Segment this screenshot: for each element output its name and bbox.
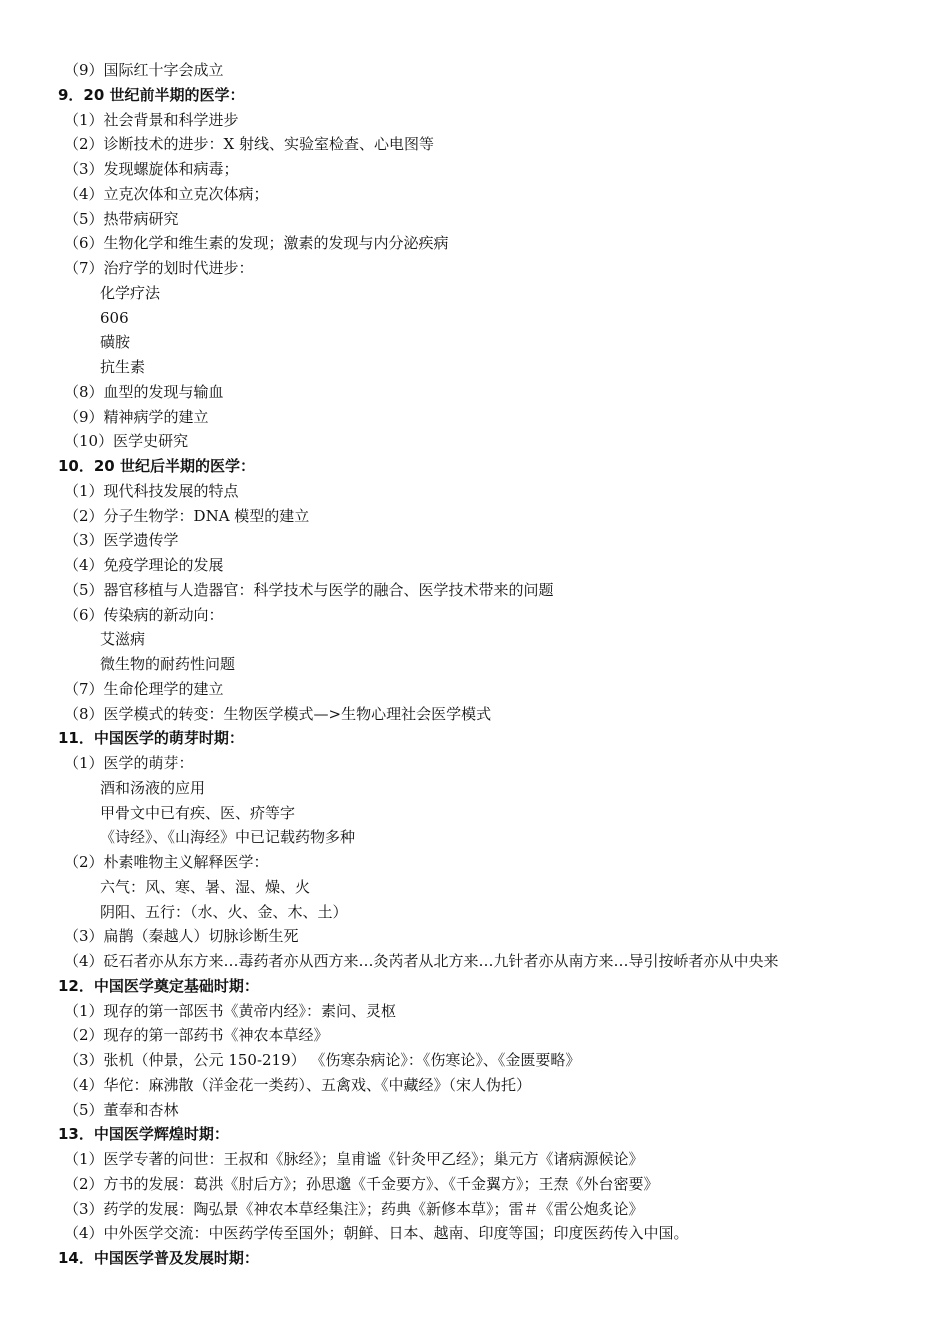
section-heading: 14．中国医学普及发展时期：	[58, 1249, 259, 1267]
list-item: （4）砭石者亦从东方来…毒药者亦从西方来…灸芮者从北方来…九针者亦从南方来…导引按峤者亦从中央来	[64, 952, 779, 970]
list-item: （1）医学的萌芽：	[64, 754, 194, 772]
sub-item: 《诗经》、《山海经》中已记载药物多种	[100, 828, 356, 847]
list-item: （4）免疫学理论的发展	[64, 556, 224, 574]
section-heading: 11．中国医学的萌芽时期：	[58, 729, 244, 748]
sub-item: 阴阳、五行：（水、火、金、木、土）	[100, 902, 348, 921]
section-heading: 13．中国医学辉煌时期：	[58, 1125, 229, 1144]
list-item: （2）诊断技术的进步：X 射线、实验室检查、心电图等	[64, 135, 434, 154]
list-item: （3）药学的发展：陶弘景《神农本草经集注》；药典《新修本草》；雷＃《雷公炮炙论》	[64, 1199, 644, 1218]
sub-item: 甲骨文中已有疾、医、疥等字	[100, 803, 296, 822]
list-item: （4）中外医学交流：中医药学传至国外；朝鲜、日本、越南、印度等国；印度医药传入中国。	[64, 1224, 689, 1243]
list-item: （5）热带病研究	[64, 209, 179, 228]
sub-item: 抗生素	[100, 358, 146, 376]
sub-item: 微生物的耐药性问题	[100, 655, 236, 673]
list-item: （1）医学专著的问世：王叔和《脉经》；皇甫谧《针灸甲乙经》；巢元方《诸病源候论》	[64, 1150, 644, 1168]
sub-item: 艾滋病	[100, 630, 146, 649]
list-item: （1）现代科技发展的特点	[64, 481, 239, 500]
list-item: （6）生物化学和维生素的发现；激素的发现与内分泌疾病	[64, 234, 449, 253]
list-item: （4）华佗：麻沸散（洋金花一类药）、五禽戏、《中藏经》（宋人伪托）	[64, 1075, 532, 1094]
list-item: （3）医学遗传学	[64, 531, 179, 550]
list-item: （9）精神病学的建立	[64, 407, 209, 426]
list-item: （8）血型的发现与输血	[64, 382, 224, 401]
sub-item: 化学疗法	[100, 283, 161, 302]
list-item: （1）社会背景和科学进步	[64, 110, 239, 129]
list-item: （3）发现螺旋体和病毒；	[64, 160, 239, 178]
list-item: （2）朴素唯物主义解释医学：	[64, 853, 269, 871]
list-item: （2）方书的发展：葛洪《肘后方》；孙思邈《千金要方》、《千金翼方》；王焘《外台密要》	[64, 1174, 659, 1193]
document-body	[0, 58, 950, 1271]
list-item: （3）扁鹊（秦越人）切脉诊断生死	[64, 927, 299, 946]
sub-item: 六气：风、寒、暑、湿、燥、火	[100, 877, 311, 896]
list-item: （5）器官移植与人造器官：科学技术与医学的融合、医学技术带来的问题	[64, 580, 554, 599]
sub-item: 酒和汤液的应用	[100, 778, 206, 797]
list-item: （3）张机（仲景，公元 150-219） 《伤寒杂病论》：《伤寒论》、《金匮要略》	[64, 1051, 581, 1069]
section-heading: 10．20 世纪后半期的医学：	[58, 457, 255, 475]
section-heading: 12．中国医学奠定基础时期：	[58, 976, 259, 995]
list-item: （7）生命伦理学的建立	[64, 679, 224, 698]
section-heading: 9．20 世纪前半期的医学：	[58, 85, 245, 104]
list-item: （10）医学史研究	[64, 432, 189, 451]
list-item: （4）立克次体和立克次体病；	[64, 184, 269, 203]
list-item: （9）国际红十字会成立	[64, 61, 224, 79]
list-item: （7）治疗学的划时代进步：	[64, 259, 254, 277]
list-item: （1）现存的第一部医书《黄帝内经》：素问、灵枢	[64, 1001, 397, 1020]
list-item: （5）董奉和杏林	[64, 1100, 179, 1119]
list-item: （2）现存的第一部药书《神农本草经》	[64, 1026, 329, 1045]
sub-item: 606	[100, 308, 129, 327]
sub-item: 磺胺	[100, 333, 131, 352]
list-item: （8）医学模式的转变：生物医学模式—>生物心理社会医学模式	[64, 704, 492, 723]
list-item: （2）分子生物学：DNA 模型的建立	[64, 506, 310, 525]
list-item: （6）传染病的新动向：	[64, 605, 224, 624]
